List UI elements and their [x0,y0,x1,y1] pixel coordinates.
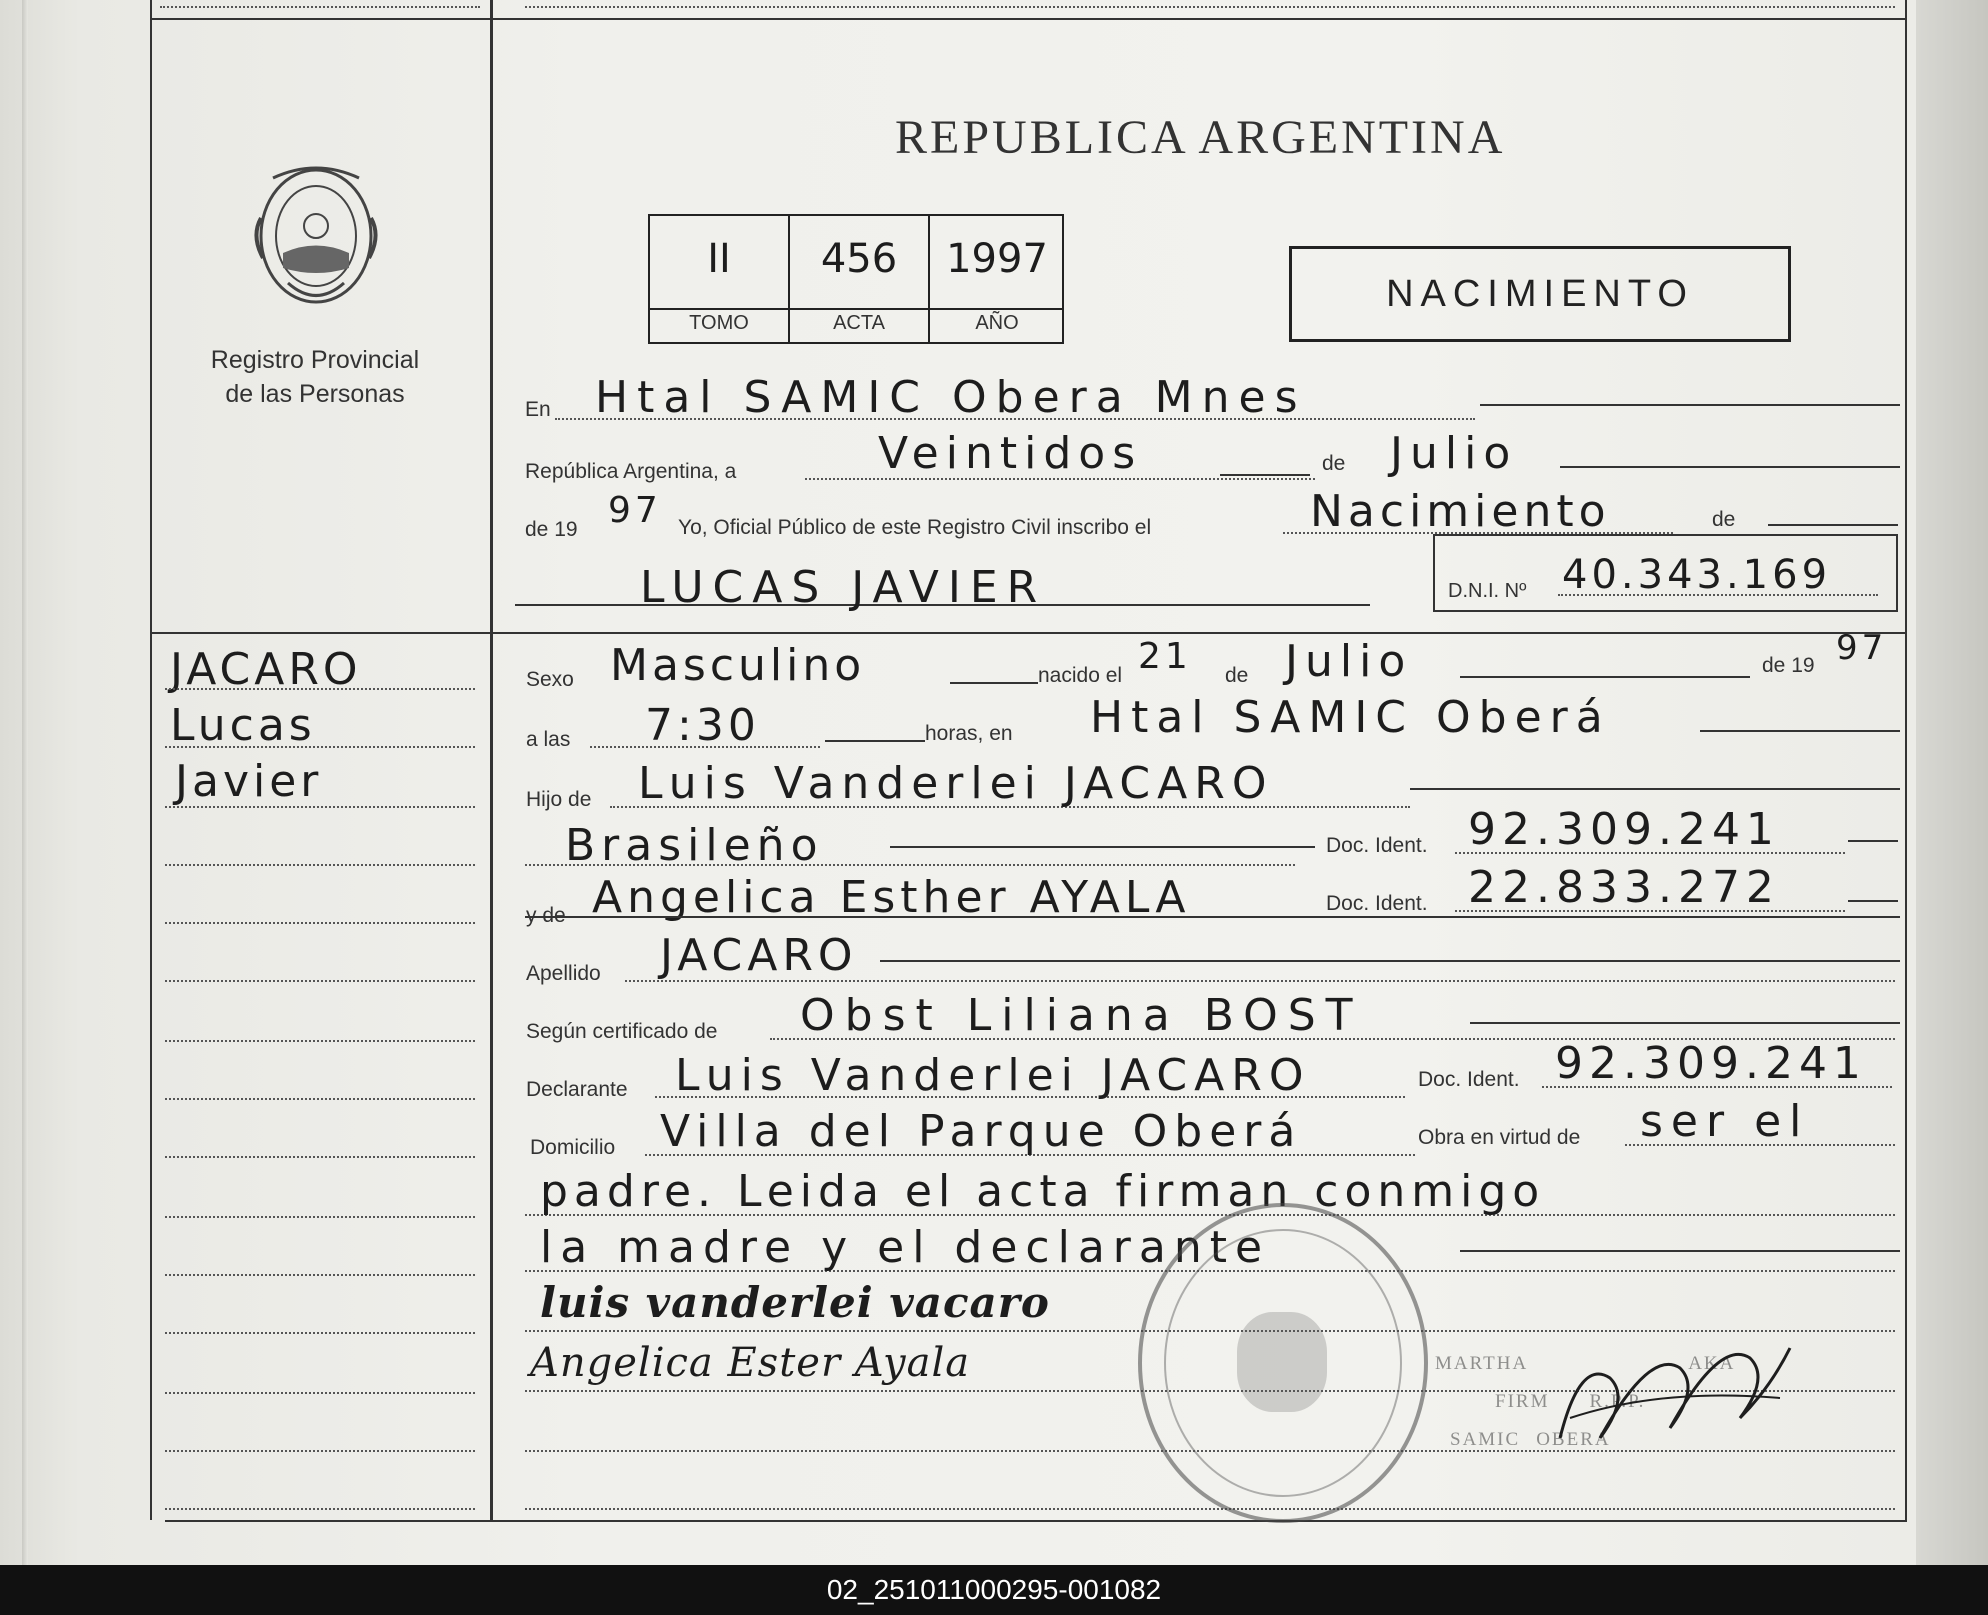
sexo-label: Sexo [526,668,574,691]
lugar-value: Htal SAMIC Oberá [1090,692,1611,743]
solid-rule [1768,524,1898,526]
margin-rule [165,980,475,982]
solid-rule [1220,474,1310,476]
anio-label: AÑO [975,312,1019,334]
en-value: Htal SAMIC Obera Mnes [595,372,1307,423]
margin-rule [165,1156,475,1158]
de-label: de [1322,452,1346,475]
declarante-value: Luis Vanderlei JACARO [675,1050,1311,1101]
name-value: LUCAS JAVIER [640,562,1047,613]
madre-doc-value: 22.833.272 [1468,862,1780,913]
official-signature-scribble [1540,1318,1800,1468]
registry-name [170,343,460,411]
solid-rule [950,682,1038,684]
page-fold [22,0,28,1565]
month-value: Julio [1390,428,1518,479]
signature-mother: Angelica Ester Ayala [530,1340,971,1386]
left-border [150,0,152,1520]
domicilio-label: Domicilio [530,1136,616,1159]
signature-father: luis vanderlei vacaro [540,1278,1050,1327]
nacido-month: Julio [1285,636,1413,687]
top-border [150,18,1907,20]
en-label: En [525,398,551,421]
solid-rule [1480,404,1900,406]
obra-value: ser el [1640,1096,1810,1147]
margin-rule [165,1216,475,1218]
solid-rule [1560,466,1900,468]
official-round-stamp [1138,1203,1428,1523]
image-caption: 02_251011000295-001082 [0,1565,1988,1615]
padre-doc-value: 92.309.241 [1468,804,1780,855]
official-stamp-name: MARTHA [1435,1353,1529,1374]
solid-rule [1460,1250,1900,1252]
solid-rule [1700,730,1900,732]
republica-label: República Argentina, a [525,460,737,483]
de19-label: de 19 [1762,654,1815,677]
sexo-value: Masculino [610,640,866,691]
solid-rule [825,740,925,742]
doc-ident-label-3: Doc. Ident. [1418,1068,1520,1091]
yde-label: y de [526,904,566,927]
margin-rule [165,1450,475,1452]
registry-line-2: de las Personas [225,380,405,408]
domicilio-value: Villa del Parque Oberá [660,1106,1303,1157]
provincial-seal-icon [243,158,389,314]
margin-rule [165,1508,475,1510]
tomo-value: II [707,236,731,282]
alas-label: a las [526,728,571,751]
solid-rule [890,846,1315,848]
section-divider [150,632,1907,634]
apellido-label: Apellido [526,962,601,985]
continuation-line-1: padre. Leida el acta firman conmigo [540,1166,1546,1217]
official-stamp-name-end: AKA [1688,1353,1736,1374]
country-title: REPUBLICA ARGENTINA [895,111,1506,164]
dotted-rule [160,6,480,8]
margin-rule [165,746,475,748]
bottom-border [165,1520,1907,1522]
year-prefix-label: de 19 [525,518,578,541]
continuation-line-2: la madre y el declarante [540,1222,1271,1273]
hijo-label: Hijo de [526,788,592,811]
de-label-3: de [1225,664,1249,687]
dni-value: 40.343.169 [1562,552,1832,598]
nacido-day: 21 [1138,636,1192,677]
padre-nacionalidad: Brasileño [565,820,824,871]
margin-rule [165,1332,475,1334]
dotted-rule [525,1508,1895,1510]
registry-line-1: Registro Provincial [210,346,420,374]
dotted-rule [525,6,1895,8]
inscribe-value: Nacimiento [1310,486,1611,537]
de-label-2: de [1712,508,1736,531]
margin-first-name: Lucas [170,700,316,751]
solid-rule [880,960,1900,962]
obra-label: Obra en virtud de [1418,1126,1581,1149]
acta-cell [790,216,930,342]
dni-label: D.N.I. Nº [1448,580,1527,602]
page-edge [1916,0,1988,1565]
oficial-text: Yo, Oficial Público de este Registro Civil inscribo el [678,516,1152,539]
solid-rule [1848,900,1898,902]
margin-surname: JACARO [170,644,362,695]
solid-rule [1460,676,1750,678]
margin-rule [165,864,475,866]
tomo-cell [650,216,790,342]
tomo-label: TOMO [689,312,749,334]
column-divider [490,0,493,1520]
nacido-label: nacido el [1038,664,1123,687]
declarante-label: Declarante [526,1078,628,1101]
declarante-doc-value: 92.309.241 [1555,1038,1867,1089]
doc-ident-label: Doc. Ident. [1326,834,1428,857]
solid-rule [1410,788,1900,790]
solid-rule [525,916,1900,918]
padre-value: Luis Vanderlei JACARO [638,758,1274,809]
horas-en-label: horas, en [925,722,1013,745]
acta-label: ACTA [833,312,885,334]
record-number-box [648,214,1064,344]
madre-value: Angelica Esther AYALA [592,872,1191,923]
margin-rule [165,1040,475,1042]
acta-value: 456 [820,236,898,282]
margin-rule [165,806,475,808]
solid-rule [1470,1022,1900,1024]
margin-middle-name: Javier [175,756,323,807]
official-stamp-role: FIRM [1495,1391,1550,1412]
margin-rule [165,922,475,924]
right-border [1905,0,1907,1520]
solid-rule [1848,840,1898,842]
official-stamp-city: OBERA [1536,1429,1611,1450]
segun-label: Según certificado de [526,1020,718,1043]
margin-rule [165,1392,475,1394]
apellido-value: JACARO [660,930,858,981]
anio-cell [930,216,1064,342]
margin-rule [165,688,475,690]
stamp-crest [1237,1312,1327,1412]
day-value: Veintidos [878,428,1143,479]
year-suffix-value: 97 [608,490,662,531]
official-stamp-place: SAMIC [1450,1429,1521,1450]
official-stamp-office: R.P.P. [1589,1391,1646,1412]
segun-value: Obst Liliana BOST [800,990,1363,1041]
doc-ident-label-2: Doc. Ident. [1326,892,1428,915]
margin-rule [165,1098,475,1100]
anio-value: 1997 [946,236,1048,282]
act-type-box: NACIMIENTO [1289,246,1791,342]
margin-rule [165,1274,475,1276]
nacido-year-suffix: 97 [1836,628,1888,668]
hora-value: 7:30 [645,700,760,751]
